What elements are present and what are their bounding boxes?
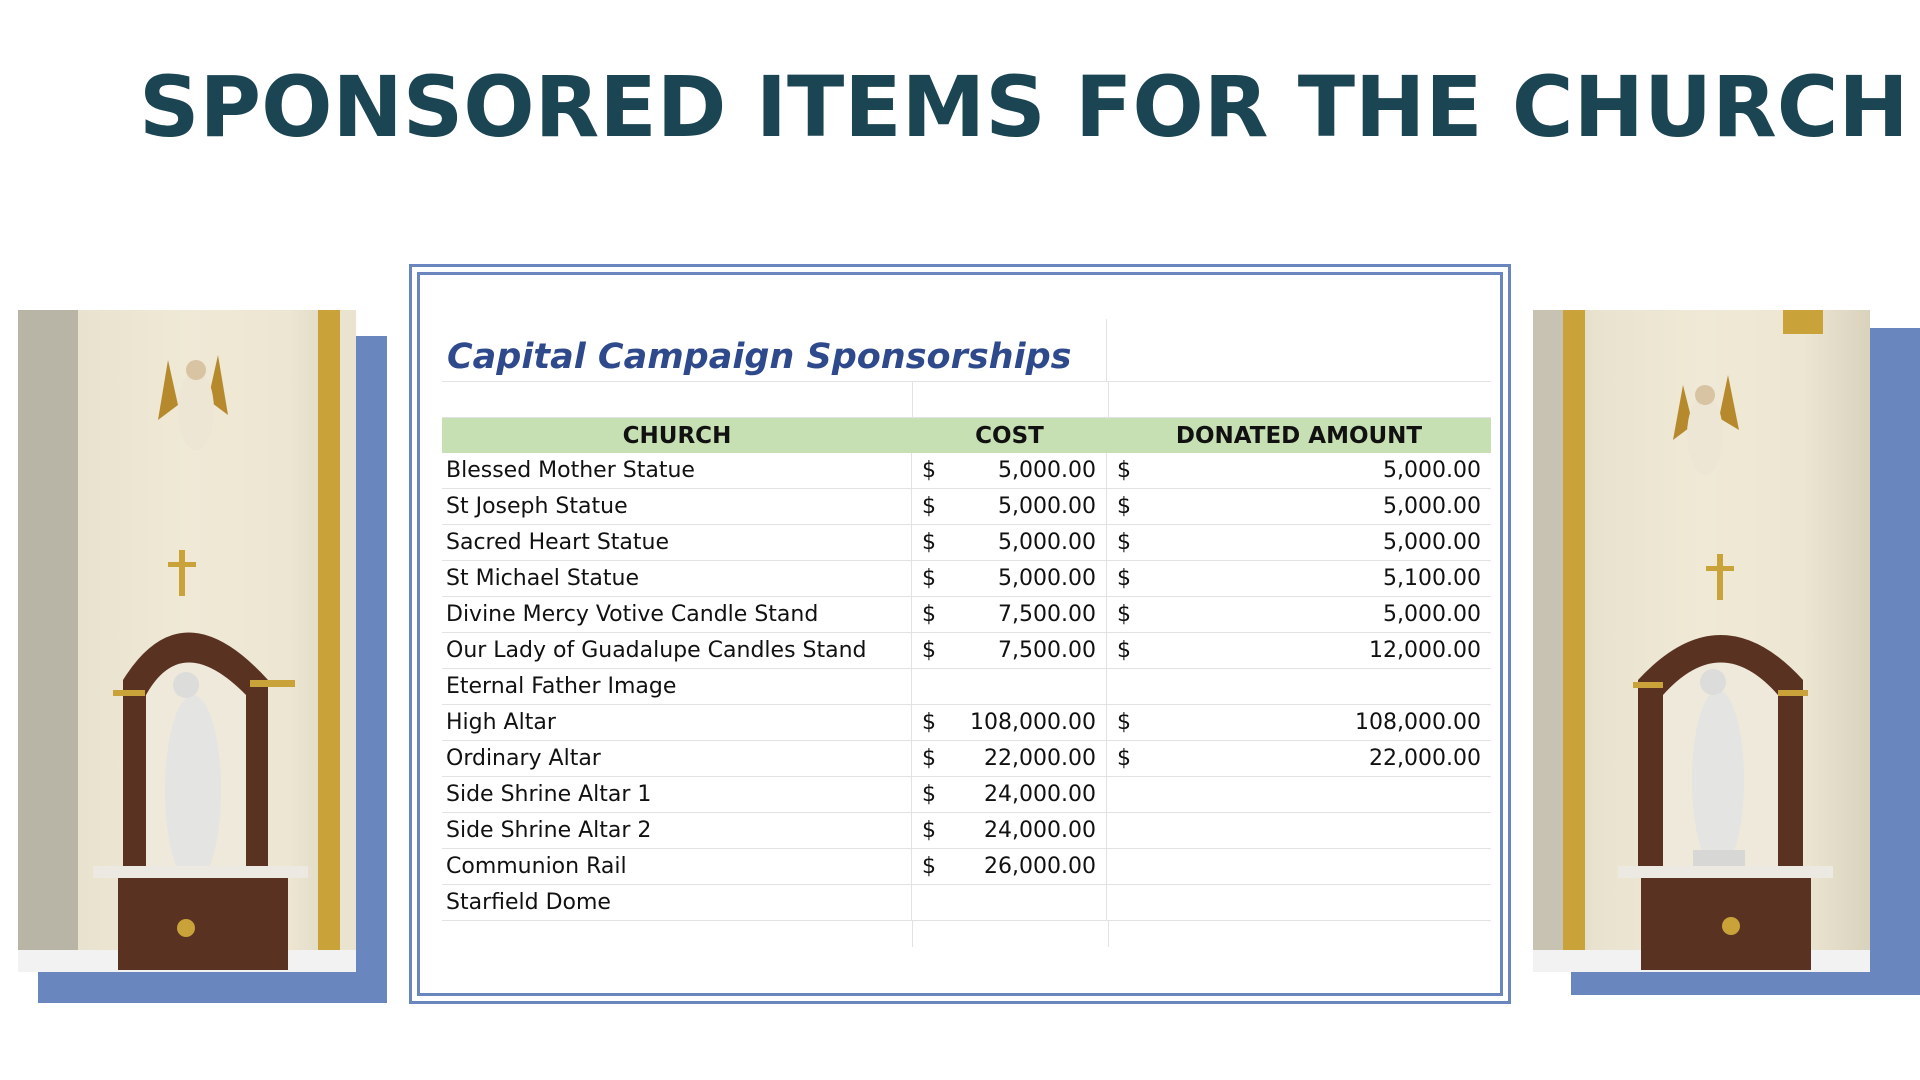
header-cost: COST	[975, 422, 1044, 449]
table-row	[442, 453, 1491, 489]
donated-cell	[1107, 705, 1491, 740]
currency-symbol: $	[1117, 494, 1131, 519]
table-row	[442, 813, 1491, 849]
item-name-cell: Our Lady of Guadalupe Candles Stand	[442, 633, 912, 668]
table-row	[442, 525, 1491, 561]
cost-value: 7,500.00	[998, 638, 1096, 663]
donated-value: 5,000.00	[1383, 494, 1481, 519]
currency-symbol: $	[922, 854, 936, 879]
item-name-cell: Communion Rail	[442, 849, 912, 884]
page-title: SPONSORED ITEMS FOR THE CHURCH	[139, 58, 1909, 156]
sponsorship-table	[442, 329, 1491, 947]
currency-symbol: $	[1117, 566, 1131, 591]
table-row	[442, 561, 1491, 597]
donated-cell	[1107, 741, 1491, 776]
table-row	[442, 705, 1491, 741]
right-shrine-photo	[1533, 310, 1870, 972]
angel-statue-icon	[1673, 375, 1739, 475]
cost-value: 24,000.00	[984, 818, 1096, 843]
header-church: CHURCH	[622, 422, 732, 449]
cost-cell	[912, 705, 1107, 740]
table-row	[442, 597, 1491, 633]
donated-cell	[1107, 633, 1491, 668]
cost-value: 7,500.00	[998, 602, 1096, 627]
table-row	[442, 489, 1491, 525]
currency-symbol: $	[1117, 746, 1131, 771]
currency-symbol: $	[1117, 638, 1131, 663]
cost-cell	[912, 669, 1107, 704]
cost-cell	[912, 777, 1107, 812]
donated-cell	[1107, 525, 1491, 560]
cost-value: 24,000.00	[984, 782, 1096, 807]
sheet-title: Capital Campaign Sponsorships	[447, 337, 1072, 377]
donated-cell	[1107, 813, 1491, 848]
blank-row	[442, 921, 1491, 947]
cost-cell	[912, 885, 1107, 920]
cost-cell	[912, 525, 1107, 560]
cost-value: 5,000.00	[998, 530, 1096, 555]
donated-value: 5,000.00	[1383, 458, 1481, 483]
cost-cell	[912, 633, 1107, 668]
cost-value: 5,000.00	[998, 566, 1096, 591]
spreadsheet-frame	[409, 264, 1511, 1004]
item-name-cell: Side Shrine Altar 2	[442, 813, 912, 848]
donated-value: 5,000.00	[1383, 602, 1481, 627]
currency-symbol: $	[922, 782, 936, 807]
donated-value: 5,000.00	[1383, 530, 1481, 555]
table-row	[442, 849, 1491, 885]
cost-value: 5,000.00	[998, 458, 1096, 483]
donated-cell	[1107, 597, 1491, 632]
currency-symbol: $	[1117, 710, 1131, 735]
item-name-cell: Ordinary Altar	[442, 741, 912, 776]
cost-value: 5,000.00	[998, 494, 1096, 519]
cost-cell	[912, 561, 1107, 596]
donated-cell	[1107, 885, 1491, 920]
sheet-title-row	[442, 329, 1491, 382]
cost-cell	[912, 489, 1107, 524]
angel-statue-icon	[158, 355, 228, 450]
donated-cell	[1107, 561, 1491, 596]
table-body	[442, 453, 1491, 921]
donated-cell	[1107, 669, 1491, 704]
cost-cell	[912, 849, 1107, 884]
item-name-cell: Side Shrine Altar 1	[442, 777, 912, 812]
table-row	[442, 669, 1491, 705]
currency-symbol: $	[922, 458, 936, 483]
cost-cell	[912, 741, 1107, 776]
currency-symbol: $	[922, 494, 936, 519]
table-row	[442, 777, 1491, 813]
currency-symbol: $	[922, 818, 936, 843]
currency-symbol: $	[922, 602, 936, 627]
currency-symbol: $	[922, 566, 936, 591]
table-row	[442, 885, 1491, 921]
table-header-row	[442, 418, 1491, 453]
currency-symbol: $	[1117, 530, 1131, 555]
donated-value: 22,000.00	[1369, 746, 1481, 771]
item-name-cell: Sacred Heart Statue	[442, 525, 912, 560]
cost-cell	[912, 597, 1107, 632]
cost-cell	[912, 453, 1107, 488]
blank-row	[442, 382, 1491, 418]
donated-value: 5,100.00	[1383, 566, 1481, 591]
currency-symbol: $	[922, 530, 936, 555]
table-row	[442, 741, 1491, 777]
item-name-cell: Blessed Mother Statue	[442, 453, 912, 488]
item-name-cell: Divine Mercy Votive Candle Stand	[442, 597, 912, 632]
currency-symbol: $	[922, 638, 936, 663]
item-name-cell: St Michael Statue	[442, 561, 912, 596]
cost-value: 22,000.00	[984, 746, 1096, 771]
currency-symbol: $	[1117, 458, 1131, 483]
header-donated-amount: DONATED AMOUNT	[1175, 422, 1423, 449]
item-name-cell: High Altar	[442, 705, 912, 740]
cost-value: 108,000.00	[970, 710, 1096, 735]
cost-cell	[912, 813, 1107, 848]
donated-value: 12,000.00	[1369, 638, 1481, 663]
item-name-cell: St Joseph Statue	[442, 489, 912, 524]
currency-symbol: $	[922, 746, 936, 771]
spreadsheet-inner-frame	[417, 272, 1503, 996]
donated-cell	[1107, 453, 1491, 488]
item-name-cell: Starfield Dome	[442, 885, 912, 920]
left-shrine-photo	[18, 310, 356, 972]
table-row	[442, 633, 1491, 669]
cost-value: 26,000.00	[984, 854, 1096, 879]
donated-value: 108,000.00	[1355, 710, 1481, 735]
currency-symbol: $	[1117, 602, 1131, 627]
donated-cell	[1107, 489, 1491, 524]
currency-symbol: $	[922, 710, 936, 735]
donated-cell	[1107, 777, 1491, 812]
donated-cell	[1107, 849, 1491, 884]
item-name-cell: Eternal Father Image	[442, 669, 912, 704]
